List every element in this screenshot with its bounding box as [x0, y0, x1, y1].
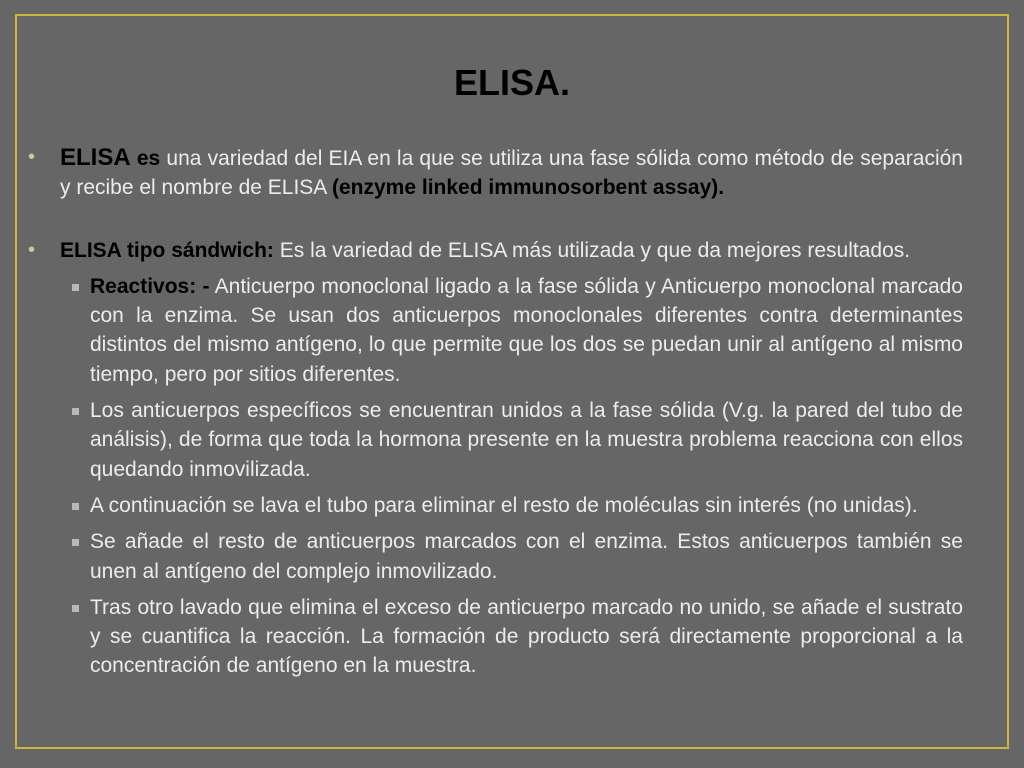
- term-elisa-sandwich: ELISA tipo sándwich:: [60, 238, 274, 262]
- sub-bullet-sustrato: [28, 593, 963, 681]
- text-sandwich: Es la variedad de ELISA más utilizada y que da mejores resultados.: [273, 238, 911, 262]
- slide-title: ELISA.: [453, 62, 570, 103]
- sub-bullet-lavado: [28, 491, 963, 520]
- bullet-elisa-sandwich: [28, 236, 963, 265]
- slide-body: [28, 143, 963, 681]
- sub-bullet-marcados: [28, 527, 963, 586]
- text-marcados: Se añade el resto de anticuerpos marcados con el enzima. Estos anticuerpos también se unen al antígeno del complejo inmovilizado.: [90, 530, 963, 583]
- sub-bullet-reactivos: [28, 272, 963, 389]
- square-bullet-icon: [72, 539, 79, 546]
- text-sustrato: Tras otro lavado que elimina el exceso de anticuerpo marcado no unido, se añade el sustrato y se cuantifica la reacción. La formación de producto será directamente proporcional a la concentración de antígeno en la muestra.: [90, 595, 963, 678]
- term-reactivos: Reactivos: -: [90, 274, 210, 298]
- text-reactivos-b: . Se usan dos anticuerpos monoclonales diferentes contra determinantes distintos del mismo antígeno, lo que permite que los dos se puedan unir al antígeno al mismo tiempo, pero por sitios diferentes.: [90, 304, 963, 386]
- text-reactivos-a: Anticuerpo monoclonal ligado a la fase sólida y Anticuerpo monoclonal marcado con la enzima: [90, 274, 963, 328]
- bullet-elisa-definition: [28, 143, 963, 203]
- term-enzyme-linked: (enzyme linked immunosorbent assay).: [332, 176, 725, 200]
- sub-bullet-anticuerpos: [28, 396, 963, 484]
- square-bullet-icon: [72, 605, 79, 612]
- square-bullet-icon: [72, 503, 79, 510]
- term-elisa: ELISA: [60, 144, 131, 171]
- bullet-dot-icon: •: [28, 238, 36, 261]
- term-es: es: [130, 147, 161, 170]
- text-anticuerpos: Los anticuerpos específicos se encuentran unidos a la fase sólida (V.g. la pared del tubo de análisis), de forma que toda la hormona presente en la muestra problema reacciona con ellos quedando inmovilizada.: [90, 399, 963, 481]
- text-definition: una variedad del EIA en la que se utiliza una fase sólida como método de separación y recibe el nombre de ELISA: [60, 147, 963, 200]
- square-bullet-icon: [72, 408, 79, 415]
- text-lavado: A continuación se lava el tubo para eliminar el resto de moléculas sin interés (no unidas).: [90, 493, 918, 517]
- bullet-dot-icon: •: [28, 146, 36, 168]
- square-bullet-icon: [72, 284, 79, 291]
